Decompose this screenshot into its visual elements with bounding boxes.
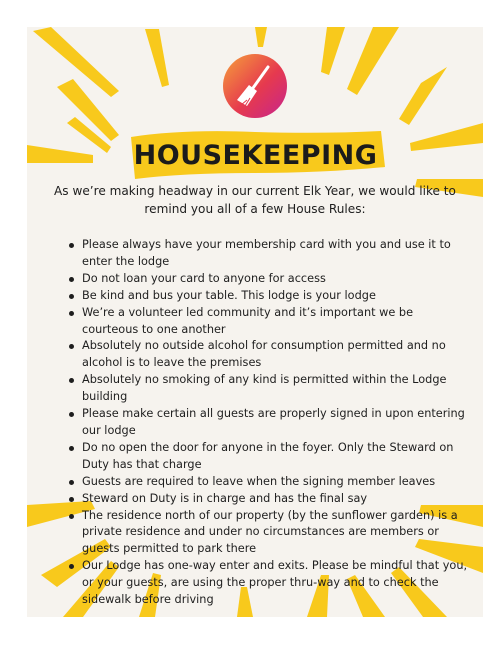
logo-badge (223, 54, 287, 118)
house-rules-list (41, 237, 471, 609)
list-item: Please make certain all guests are properly signed in upon entering our lodge (82, 406, 471, 440)
list-item: Steward on Duty is in charge and has the final say (82, 491, 471, 508)
broom-icon (223, 54, 287, 118)
intro-text: As we’re making headway in our current Elk Year, we would like to remind you all of a few House Rules: (54, 184, 456, 216)
list-item: Please always have your membership card with you and use it to enter the lodge (82, 237, 471, 271)
list-item: Absolutely no smoking of any kind is permitted within the Lodge building (82, 372, 471, 406)
list-item: Be kind and bus your table. This lodge is your lodge (82, 288, 471, 305)
list-item: The residence north of our property (by the sunflower garden) is a private residence and under no circumstances are members or guests permitted to park there (82, 508, 471, 559)
list-item: Our Lodge has one-way enter and exits. Please be mindful that you, or your guests, are using the proper thru-way and to check the sidewalk before driving (82, 558, 471, 609)
list-item: Absolutely no outside alcohol for consumption permitted and no alcohol is to leave the premises (82, 338, 471, 372)
list-item: We’re a volunteer led community and it’s important we be courteous to one another (82, 305, 471, 339)
flyer (27, 27, 483, 617)
list-item: Guests are required to leave when the signing member leaves (82, 474, 471, 491)
list-item: Do not loan your card to anyone for access (82, 271, 471, 288)
page-title: HOUSEKEEPING (133, 140, 378, 171)
list-item: Do no open the door for anyone in the foyer. Only the Steward on Duty has that charge (82, 440, 471, 474)
